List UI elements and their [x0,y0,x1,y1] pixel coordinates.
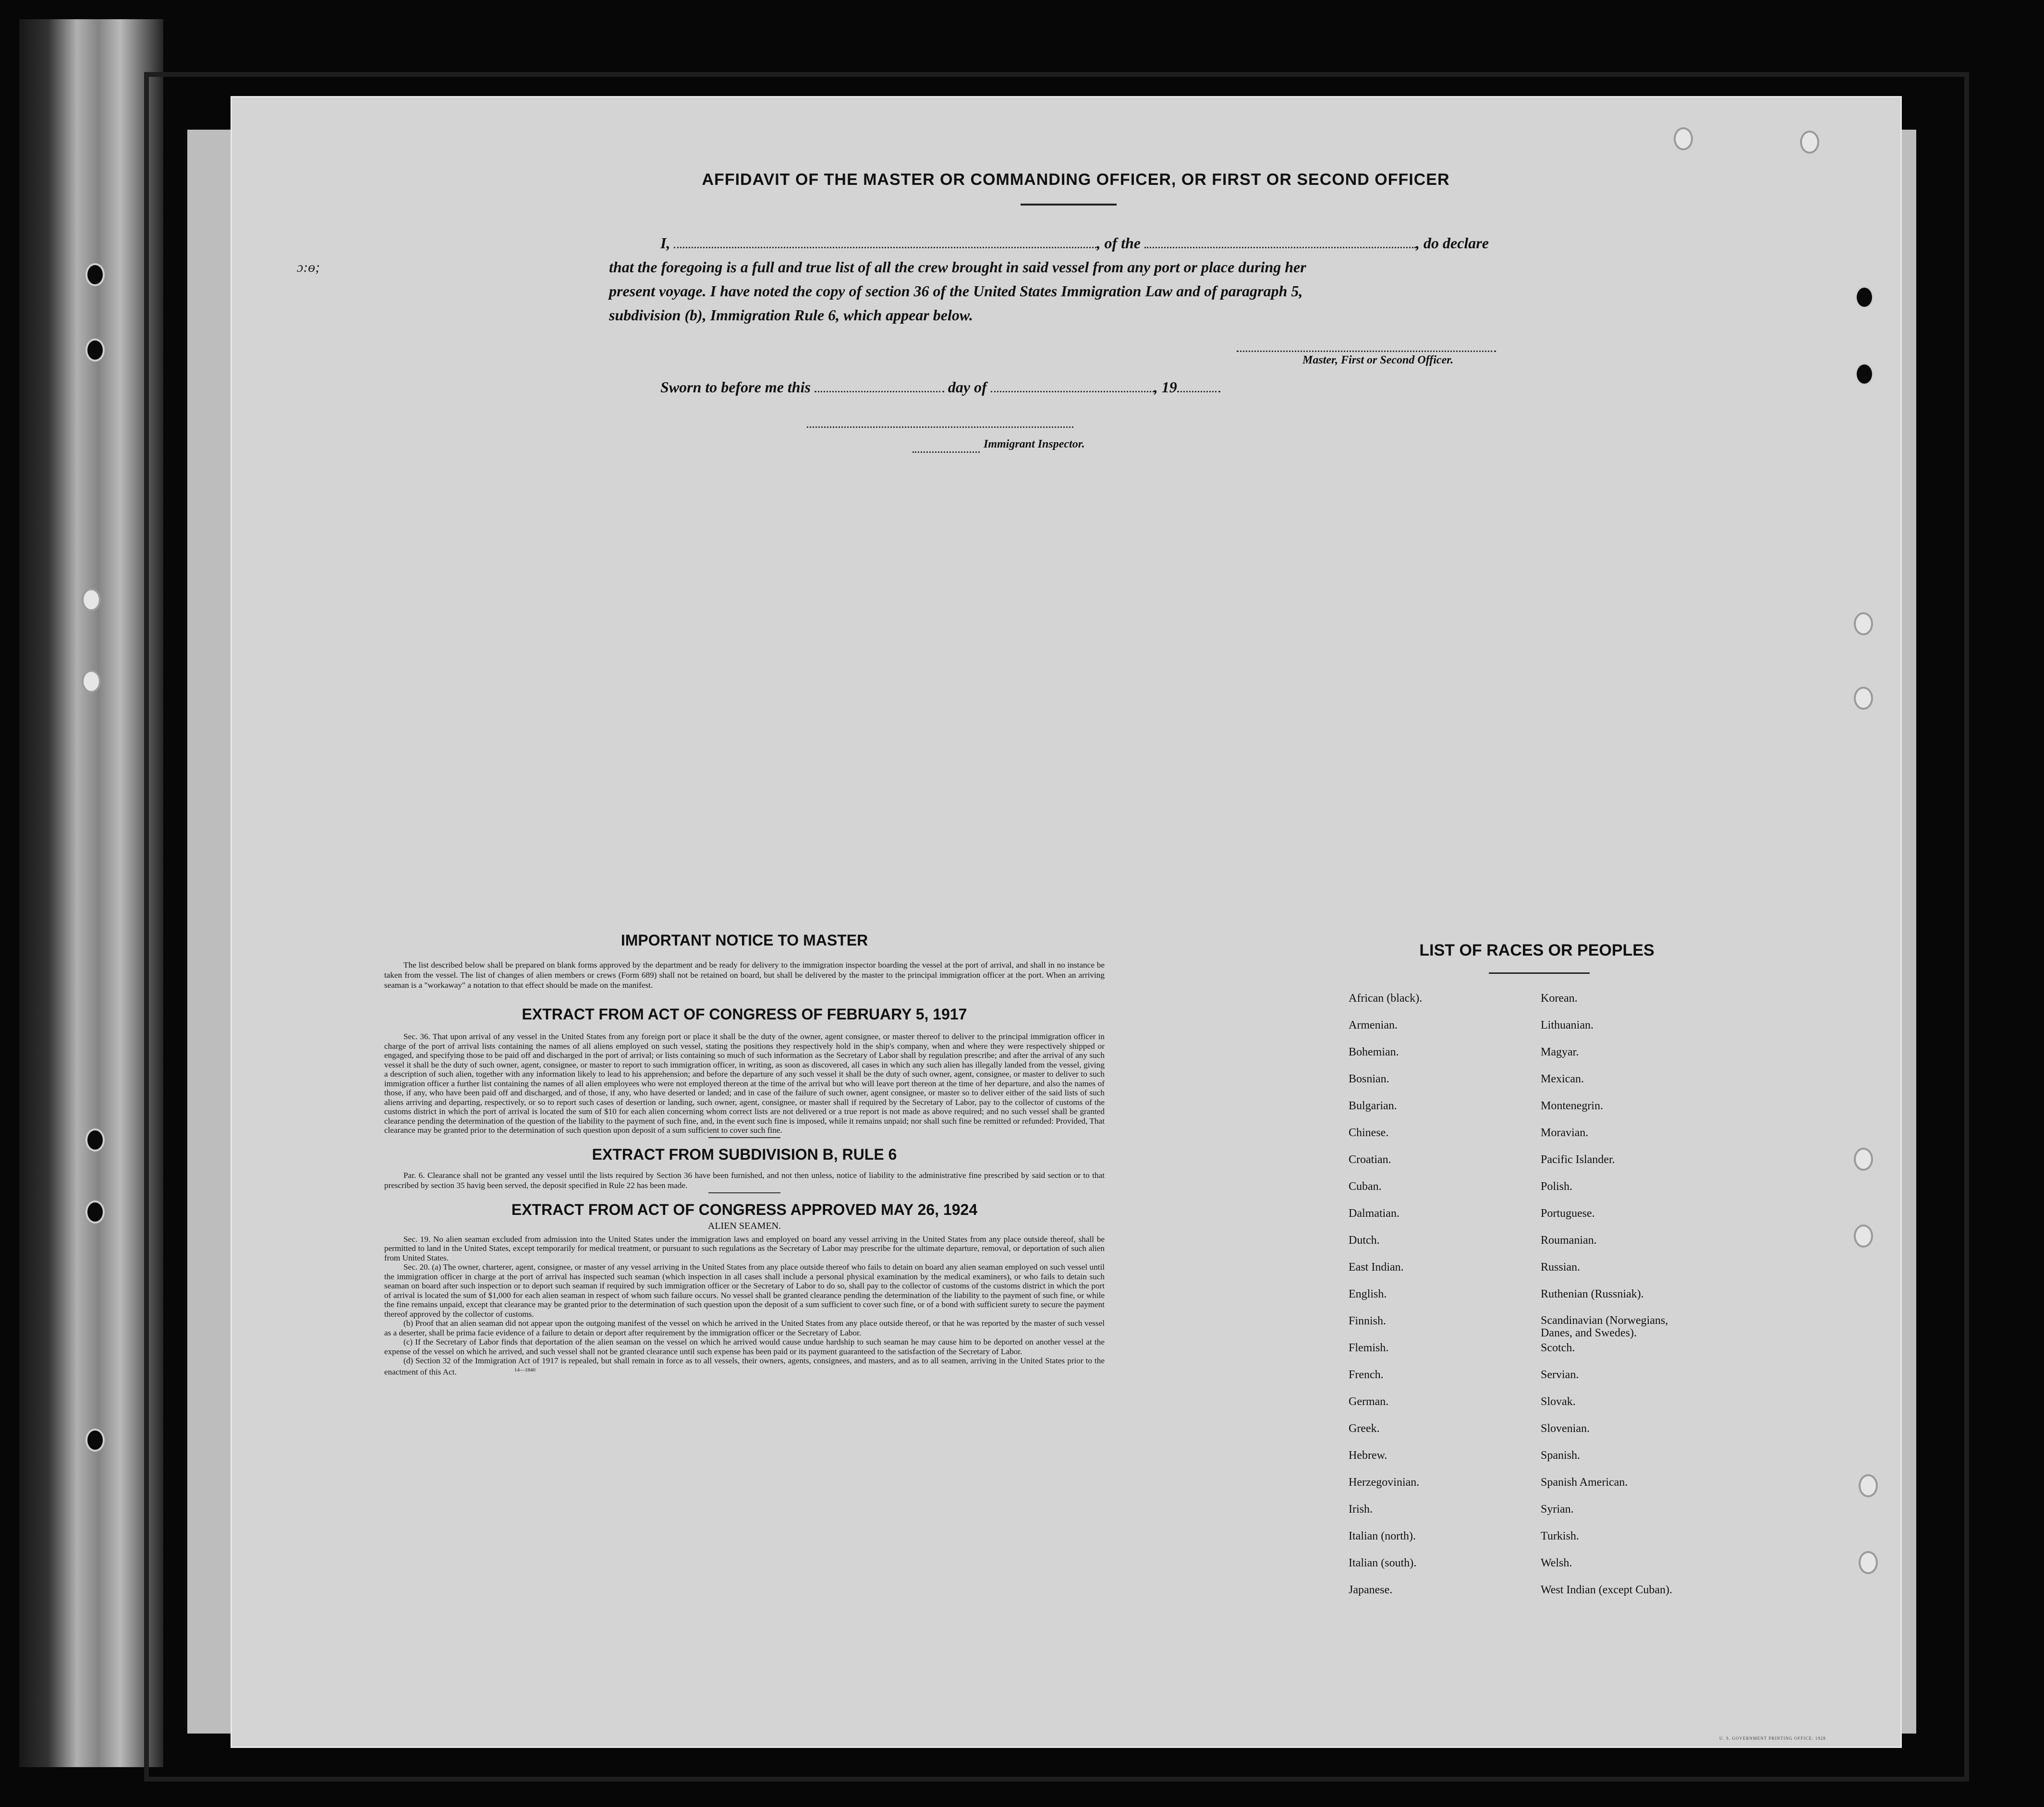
extract-rule6-text: Par. 6. Clearance shall not be granted any vessel until the lists required by Section 36 have been furnished, and not then unless, notice of liability to the administrative fine prescribed by said section or to that prescribed by section 35 havig been served, the deposit specified in Rule 22 has been made. [384,1170,1105,1190]
extract-rule6-title: EXTRACT FROM SUBDIVISION B, RULE 6 [592,1145,897,1163]
binder-hole-icon [1800,131,1819,154]
race-list-item: Irish. [1349,1503,1373,1516]
race-list-item: Italian (south). [1349,1557,1417,1569]
section-divider [708,1192,780,1193]
race-list-item: Lithuanian. [1541,1019,1594,1031]
binder-hole-icon [85,1429,105,1452]
margin-annotation: ɔ:ɵ; [297,259,320,275]
race-list-item: Bulgarian. [1349,1100,1397,1112]
notice-text: The list described below shall be prepared on blank forms approved by the department and be ready for delivery to the immigration inspector boarding the vessel at the port of arrival, and shall in no instance be taken from the vessel. The list of changes of alien members or crews (Form 689) shall not be retained on board, but shall be delivered by the master to the principal immigration officer at the port. When an arriving seaman is a "workaway" a notation to that effect should be made on the manifest. [384,960,1105,990]
binder-hole-icon [1855,286,1874,309]
race-list-item: Finnish. [1349,1315,1387,1327]
affidavit-title: AFFIDAVIT OF THE MASTER OR COMMANDING OFFICER, OR FIRST OR SECOND OFFICER [702,170,1450,189]
race-list-item: Moravian. [1541,1127,1589,1139]
race-list-item: Italian (north). [1349,1530,1416,1542]
printer-imprint: U. S. GOVERNMENT PRINTING OFFICE: 1928 [1719,1736,1826,1741]
binder-hole-icon [82,670,101,693]
race-list-item: Chinese. [1349,1127,1389,1139]
notice-title: IMPORTANT NOTICE TO MASTER [620,932,868,949]
inspector-signature-line-2 [912,450,980,453]
sworn-day-field[interactable] [815,380,944,392]
race-list-item: Hebrew. [1349,1449,1387,1462]
affidavit-line-3: present voyage. I have noted the copy of section 36 of the United States Immigration Law and of paragraph 5, [609,282,1303,300]
form-number: 14—1840 [514,1367,535,1373]
race-list-item: Russian. [1541,1261,1581,1273]
race-list-item: French. [1349,1369,1384,1381]
race-list-item: Roumanian. [1541,1234,1597,1247]
affidavit-divider [1021,204,1117,206]
binder-hole-icon [1859,1551,1878,1574]
binder-hole-icon [1854,1148,1873,1171]
binder-hole-icon [85,1128,105,1152]
affidavit-line-1 [660,234,1489,252]
race-list-item: Mexican. [1541,1073,1584,1085]
race-list-item: German. [1349,1395,1389,1408]
binder-hole-icon [1855,363,1874,386]
race-list-item: Spanish. [1541,1449,1581,1462]
race-list-item: Dutch. [1349,1234,1380,1247]
race-list-item: Magyar. [1541,1046,1579,1058]
master-signature-caption: Master, First or Second Officer. [1302,354,1454,366]
race-list-item: Ruthenian (Russniak). [1541,1288,1644,1300]
race-list-item: Croatian. [1349,1153,1391,1166]
sworn-prefix: Sworn to before me this [660,378,811,396]
extract-1924-title: EXTRACT FROM ACT OF CONGRESS APPROVED MAY 26, 1924 [511,1201,978,1218]
extract-1917-text: Sec. 36. That upon arrival of any vessel in the United States from any foreign port or place it shall be the duty of the owner, agent consignee, or master thereof to deliver to the principal immigration officer in charge of the port of arrival lists containing the names of all aliens employed on such vessel, stating the positions they respectively hold in the ship's company, when and where they were respectively shipped or engaged, and specifying those to be paid off and discharged in the port of arrival; or lists containing so much of such information as the Secretary of Labor shall by regulation prescribe; and after the arrival of any such vessel it shall be the duty of such owner, agent, consignee, or master to report to such immigration officer, in writing, as soon as discovered, all cases in which any such alien has illegally landed from the vessel, giving a description of such alien, together with any information likely to lead to his apprehension; and before the departure of any such vessel it shall be the duty of such owner, agent, consignee, or master to deliver to such immigration officer a further list containing the names of all alien employees who were not employed thereon at the time of the arrival but who will leave port thereon at the time of her departure, and also the names of those, if any, who have been paid off and discharged, and of those, if any, who have deserted or landed; and in case of the failure of such owner, agent consignee, or master so to deliver either of the said lists of such aliens arriving and departing, respectively, or so to report such cases of desertion or landing, such owner, agent, consignee, or master shall if required by the Secretary of Labor, pay to the collector of customs of the customs district in which the port of arrival is located the sum of $10 for each alien concerning whom correct lists are not delivered or a true report is not made as above required; and no such vessel shall be granted clearance pending the determination of the question of the liability to the payment of such fine, and, in the event such fine is imposed, while it remains unpaid; nor shall such fine be remitted or refunded: Provided, That clearance may be granted prior to the determination of such question upon deposit of a sum sufficient to cover such fine. [384,1032,1105,1135]
sworn-day-of-label: day of [948,378,987,396]
extract-1924-subtitle: ALIEN SEAMEN. [707,1220,781,1231]
race-list-item: Cuban. [1349,1180,1382,1193]
inspector-signature-caption: Immigrant Inspector. [984,438,1085,450]
binder-hole-icon [1854,612,1873,635]
race-list-item: Flemish. [1349,1342,1389,1354]
affidavit-line-4: subdivision (b), Immigration Rule 6, which appear below. [609,306,973,324]
races-list-right [1541,992,1699,1610]
race-list-item: East Indian. [1349,1261,1404,1273]
race-list-item: Greek. [1349,1422,1380,1435]
races-title: LIST OF RACES OR PEOPLES [1419,941,1655,959]
extract-1917-title: EXTRACT FROM ACT OF CONGRESS OF FEBRUARY 5, 1917 [522,1006,967,1023]
sworn-line [660,378,1220,396]
race-list-item: Scotch. [1541,1342,1575,1354]
section-divider [708,1137,780,1138]
race-list-item: Dalmatian. [1349,1207,1399,1220]
race-list-item: Spanish American. [1541,1476,1628,1489]
race-list-item: Pacific Islander. [1541,1153,1615,1166]
extract-1924-sec20d-text: (d) Section 32 of the Immigration Act of 1917 is repealed, but shall remain in force as to all vessels, their owners, agents, consignees, and masters, and as to all seamen, arriving in the United States prior to the enactment of this Act. [384,1356,1105,1377]
extract-1924-sec20d [384,1356,1105,1377]
races-divider [1489,972,1590,974]
binder-hole-icon [82,588,101,611]
officer-name-field[interactable] [674,236,1096,248]
race-list-item: English. [1349,1288,1387,1300]
race-list-item: Bohemian. [1349,1046,1399,1058]
inspector-signature-line[interactable] [807,425,1073,428]
race-list-item: Slovak. [1541,1395,1576,1408]
race-list-item: Polish. [1541,1180,1573,1193]
sworn-year-label: , 19 [1154,378,1177,396]
race-list-item: West Indian (except Cuban). [1541,1584,1672,1596]
sworn-year-field[interactable] [1177,380,1220,392]
binder-hole-icon [1859,1474,1878,1497]
race-list-item: Montenegrin. [1541,1100,1603,1112]
race-list-item: Bosnian. [1349,1073,1389,1085]
vessel-name-field[interactable] [1144,236,1416,248]
extract-1924-sec20a: Sec. 20. (a) The owner, charterer, agent, consignee, or master of any vessel arriving in the United States from any place outside thereof who fails to detain on board any alien seaman employed on such vessel until the immigration officer in charge at the port of arrival has inspected such seaman (which inspection in all cases shall include a personal physical examination by the medical examiners), or who fails to detain such seaman on board after such inspection or to deport such seaman if required by such immigration officer or the Secretary of Labor to do so, shall pay to the collector of customs of the customs district in which the port of arrival is located the sum of $1,000 for each alien seaman in respect of whom such failure occurs. No vessel shall be granted clearance pending the determination of the liability to the payment of such fine, or while the fine remains unpaid, except that clearance may be granted prior to the determination of such question upon the deposit of a sum sufficient to cover such fine, or of a bond with sufficient surety to secure the payment thereof approved by the collector of customs. [384,1262,1105,1319]
race-list-item: Japanese. [1349,1584,1393,1596]
affidavit-declare-label: , do declare [1416,234,1489,252]
race-list-item: Turkish. [1541,1530,1579,1542]
affidavit-i-label: I, [660,234,670,252]
race-list-item: Servian. [1541,1369,1579,1381]
race-list-item: Korean. [1541,992,1578,1005]
race-list-item: Slovenian. [1541,1422,1590,1435]
race-list-item: Herzegovinian. [1349,1476,1420,1489]
race-list-item: Syrian. [1541,1503,1574,1516]
extract-1924-sec20c: (c) If the Secretary of Labor finds that deportation of the alien seaman on the vessel on which he arrived would cause undue hardship to such seaman he may cause him to be deported on another vessel at the expense of the vessel on which he arrived, and such vessel shall not be granted clearance until such expense has been paid or its payment guaranteed to the satisfaction of the Secretary of Labor. [384,1337,1105,1356]
extract-1924-sec19: Sec. 19. No alien seaman excluded from admission into the United States under the immigration laws and employed on board any vessel arriving in the United States from any place outside thereof, shall be permitted to land in the United States, except temporarily for medical treatment, or pursuant to such regulations as the Secretary of Labor may prescribe for the ultimate departure, removal, or deportation of such alien from United States. [384,1234,1105,1262]
race-list-item: Scandinavian (Norwegians, Danes, and Swedes). [1541,1314,1668,1339]
legal-notice-block [384,932,1105,1377]
sworn-month-field[interactable] [991,380,1154,392]
affidavit-line-2: that the foregoing is a full and true list of all the crew brought in said vessel from any port or place during her [609,258,1306,276]
binder-hole-icon [85,339,105,362]
binder-hole-icon [1854,687,1873,710]
race-list-item: Portuguese. [1541,1207,1595,1220]
race-list-item: Welsh. [1541,1557,1572,1569]
race-list-item: African (black). [1349,992,1423,1005]
races-list-left [1349,992,1422,1610]
binder-hole-icon [85,1201,105,1224]
binder-hole-icon [1674,127,1693,150]
affidavit-of-the-label: , of the [1096,234,1141,252]
binder-hole-icon [1854,1225,1873,1248]
binder-hole-icon [85,263,105,286]
extract-1924-sec20b: (b) Proof that an alien seaman did not appear upon the outgoing manifest of the vessel on which he arrived in the United States from any place outside thereof, or that he was reported by the master of such vessel as a deserter, shall be prima facie evidence of a failure to detain or deport after requirement by the immigration officer or the Secretary of Labor. [384,1319,1105,1337]
race-list-item: Armenian. [1349,1019,1398,1031]
master-signature-line[interactable] [1237,350,1496,352]
